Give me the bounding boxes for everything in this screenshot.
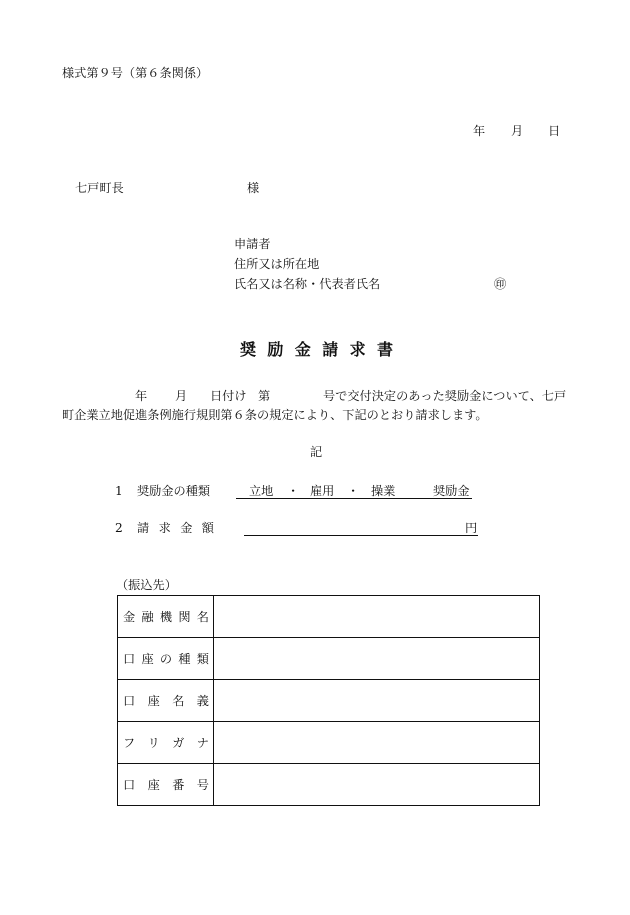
addressee-honorific: 様 bbox=[247, 181, 260, 195]
furigana-label: フ リ ガ ナ bbox=[123, 735, 209, 750]
option-location: 立地 bbox=[249, 484, 274, 498]
account-type-value-cell bbox=[214, 638, 540, 680]
table-row bbox=[118, 722, 540, 764]
account-type-label: 口 座 の 種 類 bbox=[123, 651, 209, 666]
option-separator: ・ bbox=[347, 484, 360, 498]
item-number: 2 bbox=[115, 521, 123, 535]
option-operation: 操業 bbox=[371, 484, 396, 498]
document-title: 奨 励 金 請 求 書 bbox=[240, 340, 393, 359]
bank-account-table bbox=[117, 595, 540, 806]
option-employment: 雇用 bbox=[310, 484, 335, 498]
account-number-label-cell bbox=[118, 764, 214, 806]
item-number: 1 bbox=[115, 484, 123, 498]
note-heading: 記 bbox=[310, 445, 323, 459]
body-year-label: 年 bbox=[135, 389, 148, 403]
furigana-value-cell bbox=[214, 722, 540, 764]
body-month-label: 月 bbox=[175, 389, 188, 403]
request-amount-field bbox=[244, 521, 478, 536]
item-label-incentive-type: 奨励金の種類 bbox=[137, 484, 211, 498]
form-number: 様式第９号（第６条関係） bbox=[62, 66, 209, 80]
body-line2-text: 町企業立地促進条例施行規則第６条の規定により、下記のとおり請求します。 bbox=[62, 408, 488, 422]
body-number-prefix: 第 bbox=[258, 389, 271, 403]
account-number-value-cell bbox=[214, 764, 540, 806]
table-row bbox=[118, 680, 540, 722]
option-separator: ・ bbox=[287, 484, 300, 498]
account-holder-label: 口 座 名 義 bbox=[123, 693, 209, 708]
applicant-label: 申請者 bbox=[234, 237, 271, 251]
account-number-label: 口 座 番 号 bbox=[123, 777, 209, 792]
account-holder-value-cell bbox=[214, 680, 540, 722]
table-row bbox=[118, 596, 540, 638]
table-row bbox=[118, 764, 540, 806]
applicant-address-label: 住所又は所在地 bbox=[234, 257, 320, 271]
applicant-name-label: 氏名又は名称・代表者氏名 bbox=[234, 277, 381, 291]
table-row bbox=[118, 638, 540, 680]
amount-unit: 円 bbox=[465, 521, 478, 535]
date-month-label: 月 bbox=[511, 124, 524, 138]
date-year-label: 年 bbox=[473, 124, 486, 138]
addressee-name: 七戸町長 bbox=[75, 181, 124, 195]
item-label-request-amount: 請 求 金 額 bbox=[137, 521, 214, 535]
date-day-label: 日 bbox=[548, 124, 561, 138]
bank-name-label: 金 融 機 関 名 bbox=[123, 609, 209, 624]
bank-name-label-cell bbox=[118, 596, 214, 638]
option-suffix: 奨励金 bbox=[433, 484, 470, 498]
account-holder-label-cell bbox=[118, 680, 214, 722]
bank-heading: （振込先） bbox=[116, 578, 177, 592]
account-type-label-cell bbox=[118, 638, 214, 680]
body-line1-text: 号で交付決定のあった奨励金について、七戸 bbox=[323, 389, 567, 403]
bank-name-value-cell bbox=[214, 596, 540, 638]
body-day-label: 日付け bbox=[210, 389, 247, 403]
incentive-type-field bbox=[236, 484, 472, 499]
seal-mark: ㊞ bbox=[494, 277, 507, 291]
furigana-label-cell bbox=[118, 722, 214, 764]
